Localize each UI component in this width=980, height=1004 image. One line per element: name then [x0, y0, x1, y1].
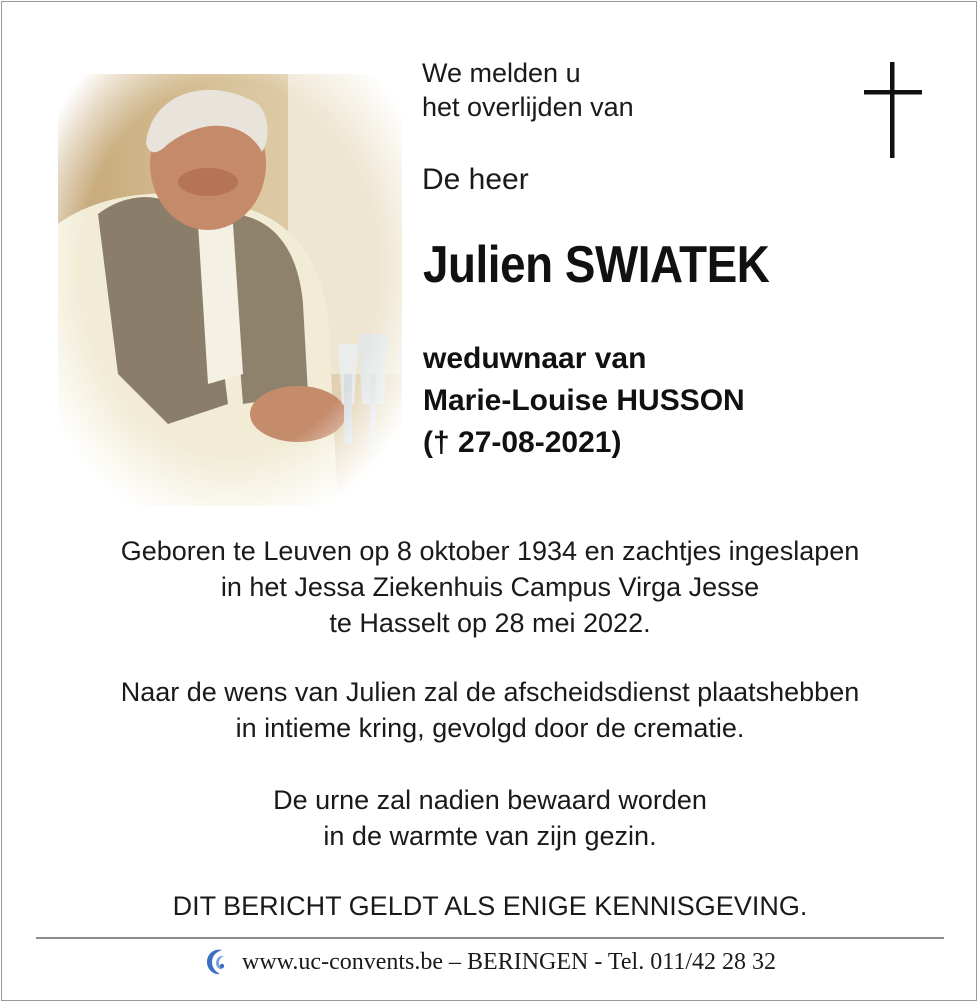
announcement: [422, 56, 634, 124]
announcement-line-1: We melden u: [422, 58, 581, 88]
portrait-photo: [58, 74, 402, 506]
urn-paragraph: [0, 782, 980, 854]
birth-death-line-3: te Hasselt op 28 mei 2022.: [329, 608, 651, 638]
footer-divider: [36, 937, 944, 939]
cross-icon: [864, 62, 922, 158]
honorific: De heer: [422, 163, 529, 196]
service-paragraph: [0, 674, 980, 746]
spouse-line-1: weduwnaar van: [423, 342, 647, 375]
birth-death-line-1: Geboren te Leuven op 8 oktober 1934 en zachtjes ingeslapen: [120, 536, 860, 566]
footer-text: www.uc-convents.be – BERINGEN - Tel. 011/42 28 32: [241, 948, 776, 975]
urn-line-2: in de warmte van zijn gezin.: [323, 821, 657, 851]
birth-death-paragraph: [0, 533, 980, 641]
spouse-info: [423, 338, 745, 464]
footer: [0, 946, 980, 978]
spouse-line-3: († 27-08-2021): [423, 426, 622, 459]
service-line-1: Naar de wens van Julien zal de afscheidsdienst plaatshebben: [120, 677, 860, 707]
notice-line: DIT BERICHT GELDT ALS ENIGE KENNISGEVING.: [172, 891, 808, 921]
uc-convents-logo-icon: [204, 946, 228, 978]
deceased-name: Julien SWIATEK: [423, 236, 770, 294]
urn-line-1: De urne zal nadien bewaard worden: [273, 785, 707, 815]
birth-death-line-2: in het Jessa Ziekenhuis Campus Virga Jesse: [220, 572, 760, 602]
notice-paragraph: [0, 888, 980, 924]
spouse-line-2: Marie-Louise HUSSON: [423, 384, 745, 417]
announcement-line-2: het overlijden van: [422, 92, 634, 122]
service-line-2: in intieme kring, gevolgd door de crematie.: [235, 713, 745, 743]
